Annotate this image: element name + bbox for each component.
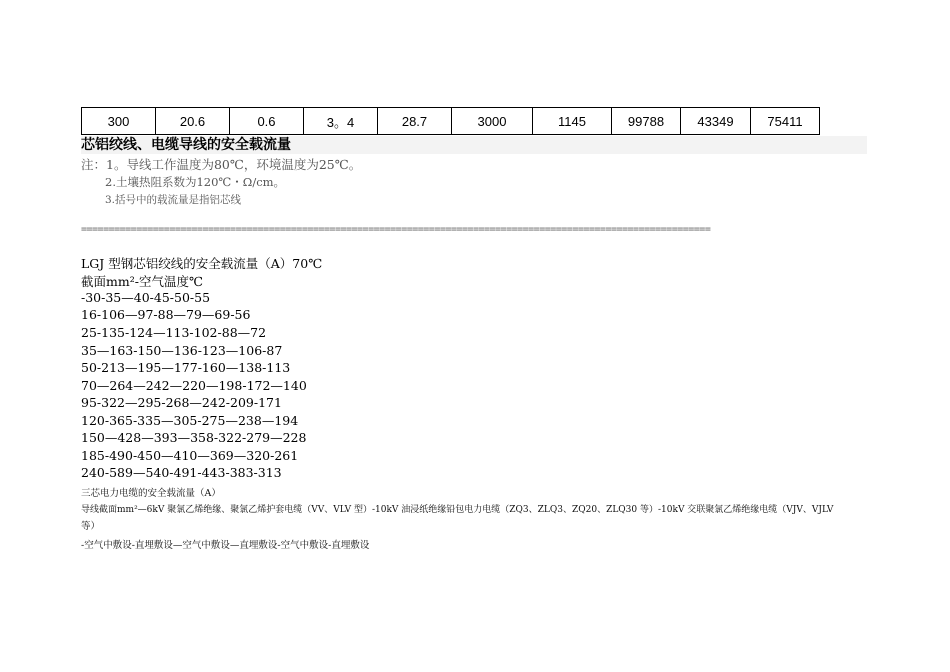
table-cell: 20.6: [156, 108, 230, 135]
lgj-subtitle: 截面mm²-空气温度℃: [81, 274, 203, 289]
note-line-3: 3.括号中的载流量是指铝芯线: [105, 194, 242, 206]
lgj-row: 95-322—295-268—242-209-171: [81, 395, 282, 410]
lgj-row: 35—163-150—136-123—106-87: [81, 343, 283, 358]
lgj-row: 16-106—97-88—79—69-56: [81, 307, 251, 322]
lgj-row: 25-135-124—113-102-88—72: [81, 325, 267, 340]
table-cell: 75411: [751, 108, 820, 135]
table-cell: 99788: [612, 108, 681, 135]
note-line-2: 2.土壤热阻系数为120℃・Ω/cm。: [105, 175, 286, 189]
lgj-row: 120-365-335—305-275—238—194: [81, 413, 299, 428]
table-cell: 3000: [452, 108, 533, 135]
table-cell: 1145: [533, 108, 612, 135]
section-heading: 芯铝绞线、电缆导线的安全载流量: [81, 136, 867, 154]
table-cell: 28.7: [378, 108, 452, 135]
table-cell: 3。4: [304, 108, 378, 135]
lgj-row: 50-213—195—177-160—138-113: [81, 360, 291, 375]
cable-title: 三芯电力电缆的安全载流量（A）: [81, 488, 221, 499]
note-line-1: 注：1。导线工作温度为80℃，环境温度为25℃。: [81, 157, 362, 172]
table-cell: 300: [82, 108, 156, 135]
cable-desc-line-2: 等）: [81, 521, 101, 532]
lgj-title: LGJ 型钢芯铝绞线的安全载流量（A）70℃: [81, 256, 323, 271]
lgj-row: 185-490-450—410—369—320-261: [81, 448, 299, 463]
cable-laying-line: -空气中敷设-直埋敷设—空气中敷设—直埋敷设-空气中敷设-直埋敷设: [81, 540, 370, 551]
cable-desc-line-1: 导线截面mm²—6kV 聚氯乙烯绝缘、聚氯乙烯护套电缆（VV、VLV 型）-10kV 油浸纸绝缘铅包电力电缆（ZQ3、ZLQ3、ZQ20、ZLQ30 等）-10kV 交联聚氯乙烯绝缘电缆（VJV、VJLV: [81, 505, 834, 515]
separator-line: ==================================================================================================================: [81, 224, 711, 235]
data-table: [81, 107, 820, 135]
lgj-row: -30-35—40-45-50-55: [81, 290, 211, 305]
table-cell: 43349: [681, 108, 751, 135]
lgj-row: 150—428—393—358-322-279—228: [81, 430, 307, 445]
table-row: [82, 108, 820, 135]
lgj-row: 240-589—540-491-443-383-313: [81, 465, 282, 480]
table-cell: 0.6: [230, 108, 304, 135]
lgj-row: 70—264—242—220—198-172—140: [81, 378, 307, 393]
